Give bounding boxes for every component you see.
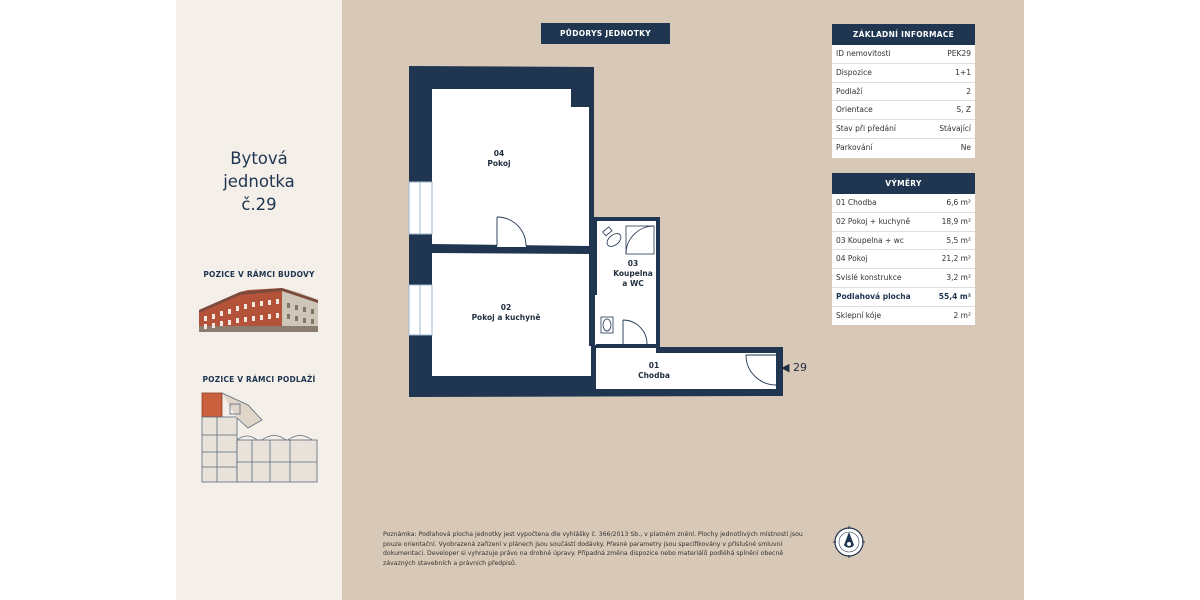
info-key: Parkování xyxy=(836,142,873,152)
unit-title-line1: Bytová xyxy=(230,149,288,168)
area-row xyxy=(832,232,975,251)
info-row xyxy=(832,64,975,83)
room-03-label xyxy=(613,259,653,289)
compass-icon xyxy=(833,526,865,558)
area-key: 02 Pokoj + kuchyně xyxy=(836,216,911,226)
plan-header: PŮDORYS JEDNOTKY xyxy=(541,23,670,44)
room-04-label xyxy=(474,149,524,169)
room-01-number: 01 xyxy=(648,361,660,370)
area-value: 5,5 m² xyxy=(946,235,971,245)
building-thumbnail xyxy=(199,288,318,332)
area-value: 18,9 m² xyxy=(941,216,971,226)
info-key: Orientace xyxy=(836,105,873,115)
area-value: 3,2 m² xyxy=(946,273,971,282)
info-value: S, Z xyxy=(956,105,971,115)
info-row xyxy=(832,45,975,64)
area-value: 21,2 m² xyxy=(941,254,971,264)
area-row xyxy=(832,213,975,232)
area-value: 6,6 m² xyxy=(946,198,971,207)
unit-title-line2: jednotka xyxy=(223,172,295,191)
footnote-line: závazných stavebních a právních předpisů. xyxy=(383,559,517,567)
area-key: 03 Koupelna + wc xyxy=(836,235,904,245)
info-row xyxy=(832,139,975,158)
room-04-name: Pokoj xyxy=(487,159,511,168)
room-01-label xyxy=(634,361,674,381)
areas-header: VÝMĚRY xyxy=(832,173,975,194)
area-row-total xyxy=(832,288,975,307)
room-01-name: Chodba xyxy=(638,371,670,380)
area-row xyxy=(832,194,975,213)
unit-title-line3: č.29 xyxy=(241,195,277,214)
area-key: Svislé konstrukce xyxy=(836,273,902,282)
room-02-number: 02 xyxy=(500,303,512,312)
footnote-line: dokumentaci. Developer si vyhrazuje právo na drobné úpravy. Případná změna dispozice nebo materiálů podléhá splnění obecně xyxy=(383,550,784,558)
footnote-line: pouze orientační. Vyobrazená zařízení v plánech jsou součástí dodávky. Přesné parametry jsou specifikovány v příslušné smluvní xyxy=(383,540,783,548)
footnote-line: Poznámka: Podlahová plocha jednotky jest vypočtena dle vyhlášky č. 366/2013 Sb., v platném znění. Plochy jednotlivých místností jsou xyxy=(383,531,803,538)
info-key: Stav při předání xyxy=(836,124,896,133)
basic-info-header: ZÁKLADNÍ INFORMACE xyxy=(832,24,975,45)
info-value: Stávající xyxy=(939,124,971,133)
footnote xyxy=(383,530,803,568)
room-02-label xyxy=(471,303,541,323)
info-row xyxy=(832,101,975,120)
info-value: PEK29 xyxy=(947,49,971,58)
info-key: ID nemovitosti xyxy=(836,49,891,58)
area-row xyxy=(832,269,975,288)
info-row xyxy=(832,83,975,102)
info-value: Ne xyxy=(960,142,971,152)
room-03-name-line2: a WC xyxy=(622,279,644,288)
floor-position-label: POZICE V RÁMCI PODLAŽÍ xyxy=(202,375,316,384)
area-key: Sklepní kóje xyxy=(836,310,882,320)
area-value: 55,4 m² xyxy=(938,291,971,301)
entry-marker: ◀ 29 xyxy=(781,361,807,374)
area-key: Podlahová plocha xyxy=(836,291,911,301)
room-03-number: 03 xyxy=(627,259,639,268)
basic-info-table xyxy=(832,24,975,158)
info-value: 1+1 xyxy=(955,67,971,77)
room-02-name: Pokoj a kuchyně xyxy=(471,313,541,322)
building-position-label: POZICE V RÁMCI BUDOVY xyxy=(203,270,315,279)
info-value: 2 xyxy=(966,86,971,96)
area-value: 2 m² xyxy=(953,310,971,320)
door-04 xyxy=(497,216,526,247)
areas-table xyxy=(832,173,975,325)
info-key: Dispozice xyxy=(836,67,872,77)
area-key: 04 Pokoj xyxy=(836,254,868,264)
area-row xyxy=(832,250,975,269)
info-row xyxy=(832,120,975,139)
room-04-number: 04 xyxy=(493,149,505,158)
room-03-name-line1: Koupelna xyxy=(613,269,653,278)
info-key: Podlaží xyxy=(836,86,863,96)
floor-thumbnail xyxy=(202,393,317,482)
area-key: 01 Chodba xyxy=(836,198,877,207)
floorplan xyxy=(409,66,783,397)
area-row xyxy=(832,307,975,326)
